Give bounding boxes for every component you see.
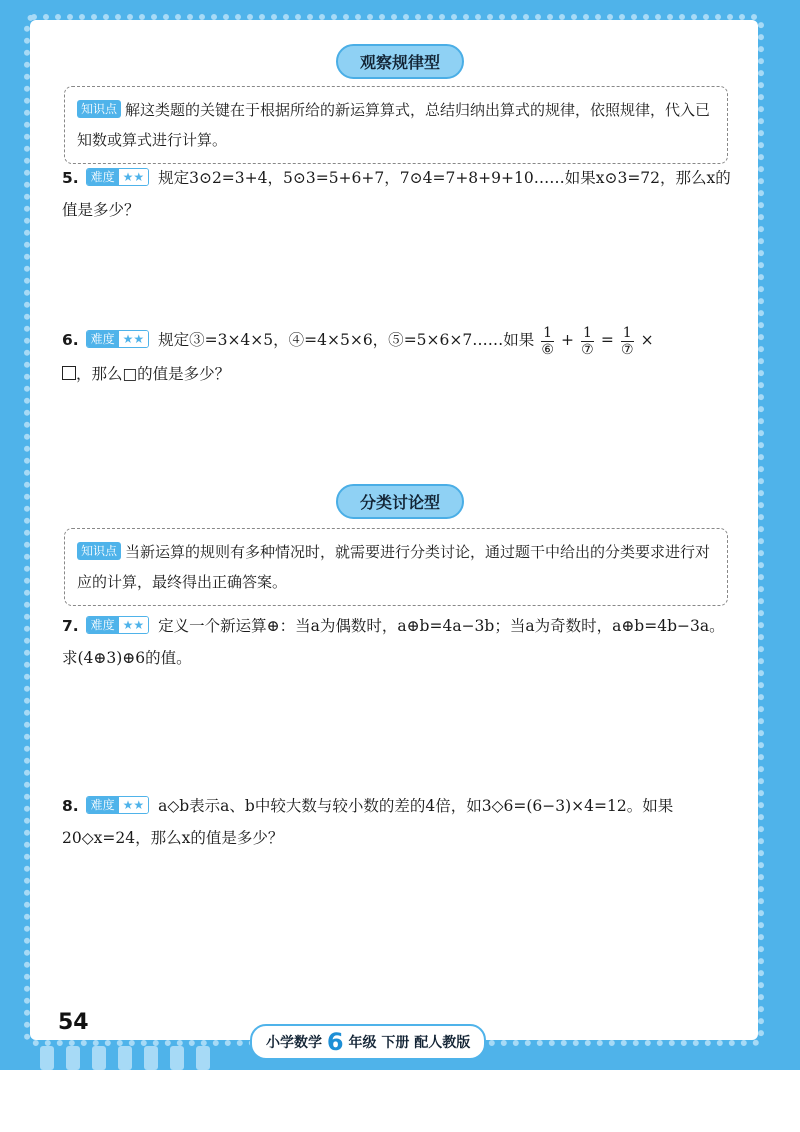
knowledge-tip-box <box>64 528 728 606</box>
plus-sign: + <box>561 331 575 349</box>
difficulty-stars: ★★ <box>119 169 149 185</box>
difficulty-badge <box>86 168 150 186</box>
fraction-3: $\frac{1}{\text{⑦}}$ <box>620 324 634 358</box>
edge-tab <box>170 1046 184 1070</box>
blank-box <box>62 366 76 380</box>
edge-tab <box>92 1046 106 1070</box>
question-text: a◇b表示a、b中较大数与较小数的差的4倍，如3◇6=(6−3)×4=12。如果20◇x=24，那么x的值是多少？ <box>62 797 674 847</box>
difficulty-stars: ★★ <box>119 617 149 633</box>
edge-tab <box>66 1046 80 1070</box>
question-7 <box>62 610 734 674</box>
question-text: 规定③=3×4×5，④=4×5×6，⑤=5×6×7……如果 <box>158 331 535 349</box>
difficulty-stars: ★★ <box>119 331 149 347</box>
question-8 <box>62 790 734 854</box>
knowledge-tip-box <box>64 86 728 164</box>
question-number: 7. <box>62 617 79 635</box>
book-footer <box>250 1024 486 1060</box>
edge-tab <box>144 1046 158 1070</box>
difficulty-badge <box>86 330 150 348</box>
footer-grade-edition: 年级 下册 配人教版 <box>348 1035 471 1051</box>
knowledge-tag: 知识点 <box>77 542 121 560</box>
knowledge-tag: 知识点 <box>77 100 121 118</box>
difficulty-stars: ★★ <box>119 797 149 813</box>
question-number: 5. <box>62 169 79 187</box>
question-number: 8. <box>62 797 79 815</box>
difficulty-label: 难度 <box>87 797 119 813</box>
section-title-observe: 观察规律型 <box>336 44 464 79</box>
difficulty-badge <box>86 616 150 634</box>
section-title-classify: 分类讨论型 <box>336 484 464 519</box>
edge-tab <box>118 1046 132 1070</box>
equals-sign: = <box>600 331 614 349</box>
page-number: 54 <box>58 1010 89 1035</box>
footer-subject: 小学数学 <box>266 1035 322 1051</box>
knowledge-tip-text: 解这类题的关键在于根据所给的新运算算式，总结归纳出算式的规律，依照规律，代入已知数或算式进行计算。 <box>77 101 711 149</box>
question-number: 6. <box>62 331 79 349</box>
edge-tab-decoration <box>40 1046 210 1070</box>
difficulty-label: 难度 <box>87 169 119 185</box>
fraction-1: $\frac{1}{\text{⑥}}$ <box>541 324 554 358</box>
difficulty-label: 难度 <box>87 331 119 347</box>
edge-tab <box>40 1046 54 1070</box>
times-sign: × <box>640 331 654 349</box>
difficulty-badge <box>86 796 150 814</box>
knowledge-tip-text: 当新运算的规则有多种情况时，就需要进行分类讨论，通过题干中给出的分类要求进行对应的计算，最终得出正确答案。 <box>77 543 711 591</box>
fraction-2: $\frac{1}{\text{⑦}}$ <box>581 324 594 358</box>
question-text: 规定3⊙2=3+4，5⊙3=5+6+7，7⊙4=7+8+9+10……如果x⊙3=72，那么x的值是多少？ <box>62 169 731 219</box>
question-5 <box>62 162 734 226</box>
edge-tab <box>196 1046 210 1070</box>
difficulty-label: 难度 <box>87 617 119 633</box>
question-text: 定义一个新运算⊕：当a为偶数时，a⊕b=4a−3b；当a为奇数时，a⊕b=4b−3a。求(4⊕3)⊕6的值。 <box>62 617 725 667</box>
footer-grade-number: 6 <box>326 1028 344 1056</box>
question-text-tail: ，那么□的值是多少？ <box>76 364 231 383</box>
question-6 <box>62 324 734 390</box>
